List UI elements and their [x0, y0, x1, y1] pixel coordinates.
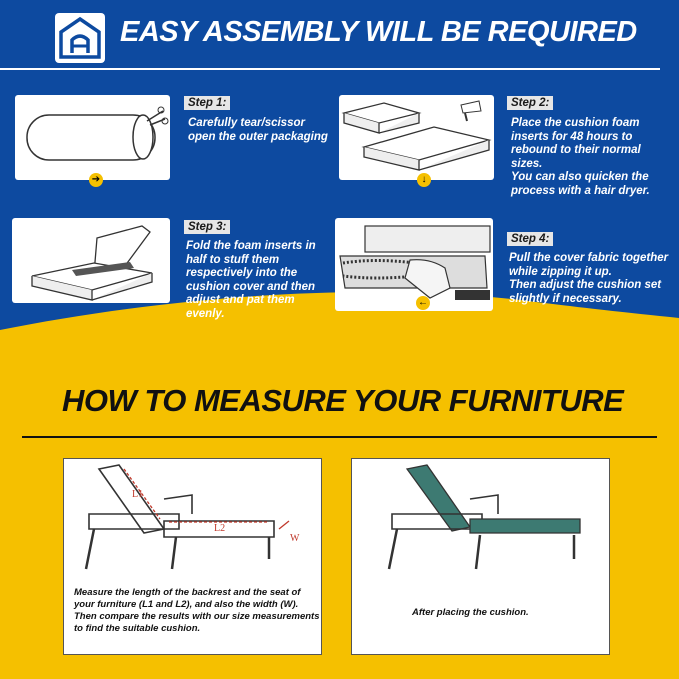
step-3-image: [12, 218, 170, 303]
folded-cushion-illustration: [12, 218, 170, 303]
step-4-text: Pull the cover fabric together while zipping it up. Then adjust the cushion set slightly if necessary.: [509, 252, 669, 305]
zipping-cover-illustration: [335, 218, 493, 311]
measure-section-title: HOW TO MEASURE YOUR FURNITURE: [62, 383, 624, 418]
after-caption: After placing the cushion.: [412, 607, 529, 618]
l2-label: L2: [214, 523, 226, 534]
lounger-cushion-illustration: [352, 459, 609, 579]
step-3-title: Step 3:: [184, 220, 230, 234]
measure-card-right: [351, 458, 610, 655]
lounger-measure-illustration: [64, 459, 321, 579]
right-arrow-icon: ➔: [89, 173, 103, 187]
foam-inserts-illustration: [339, 95, 494, 180]
step-4-title: Step 4:: [507, 232, 553, 246]
step-3-text: Fold the foam inserts in half to stuff them respectively into the cushion cover and then adjust and pat them evenly.: [186, 240, 316, 320]
page-title: EASY ASSEMBLY WILL BE REQUIRED: [120, 16, 637, 48]
step-1-text: Carefully tear/scissor open the outer packaging: [188, 117, 328, 143]
left-arrow-icon: ←: [418, 297, 428, 308]
down-arrow-icon: ↓: [417, 173, 431, 187]
step-2-title: Step 2:: [507, 96, 553, 110]
step-1-title: Step 1:: [184, 96, 230, 110]
step-1-image: [15, 95, 170, 185]
step-4-image: [335, 218, 493, 311]
section-divider: [22, 436, 657, 438]
header-divider: [0, 68, 660, 70]
measure-card-left: [63, 458, 322, 655]
house-icon: [55, 13, 105, 63]
package-roll-illustration: [15, 95, 170, 180]
w-label: W: [290, 533, 300, 544]
step-2-text: Place the cushion foam inserts for 48 hours to rebound to their normal sizes. You can also quicken the process with a hair dryer.: [511, 117, 650, 197]
l1-label: L1: [132, 489, 144, 500]
step-2-image: [339, 95, 494, 185]
brand-logo: [55, 13, 105, 63]
measure-caption: Measure the length of the backrest and the seat of your furniture (L1 and L2), and also the width (W). Then compare the results with our size measurements to find the suitable cushion.: [74, 587, 320, 634]
